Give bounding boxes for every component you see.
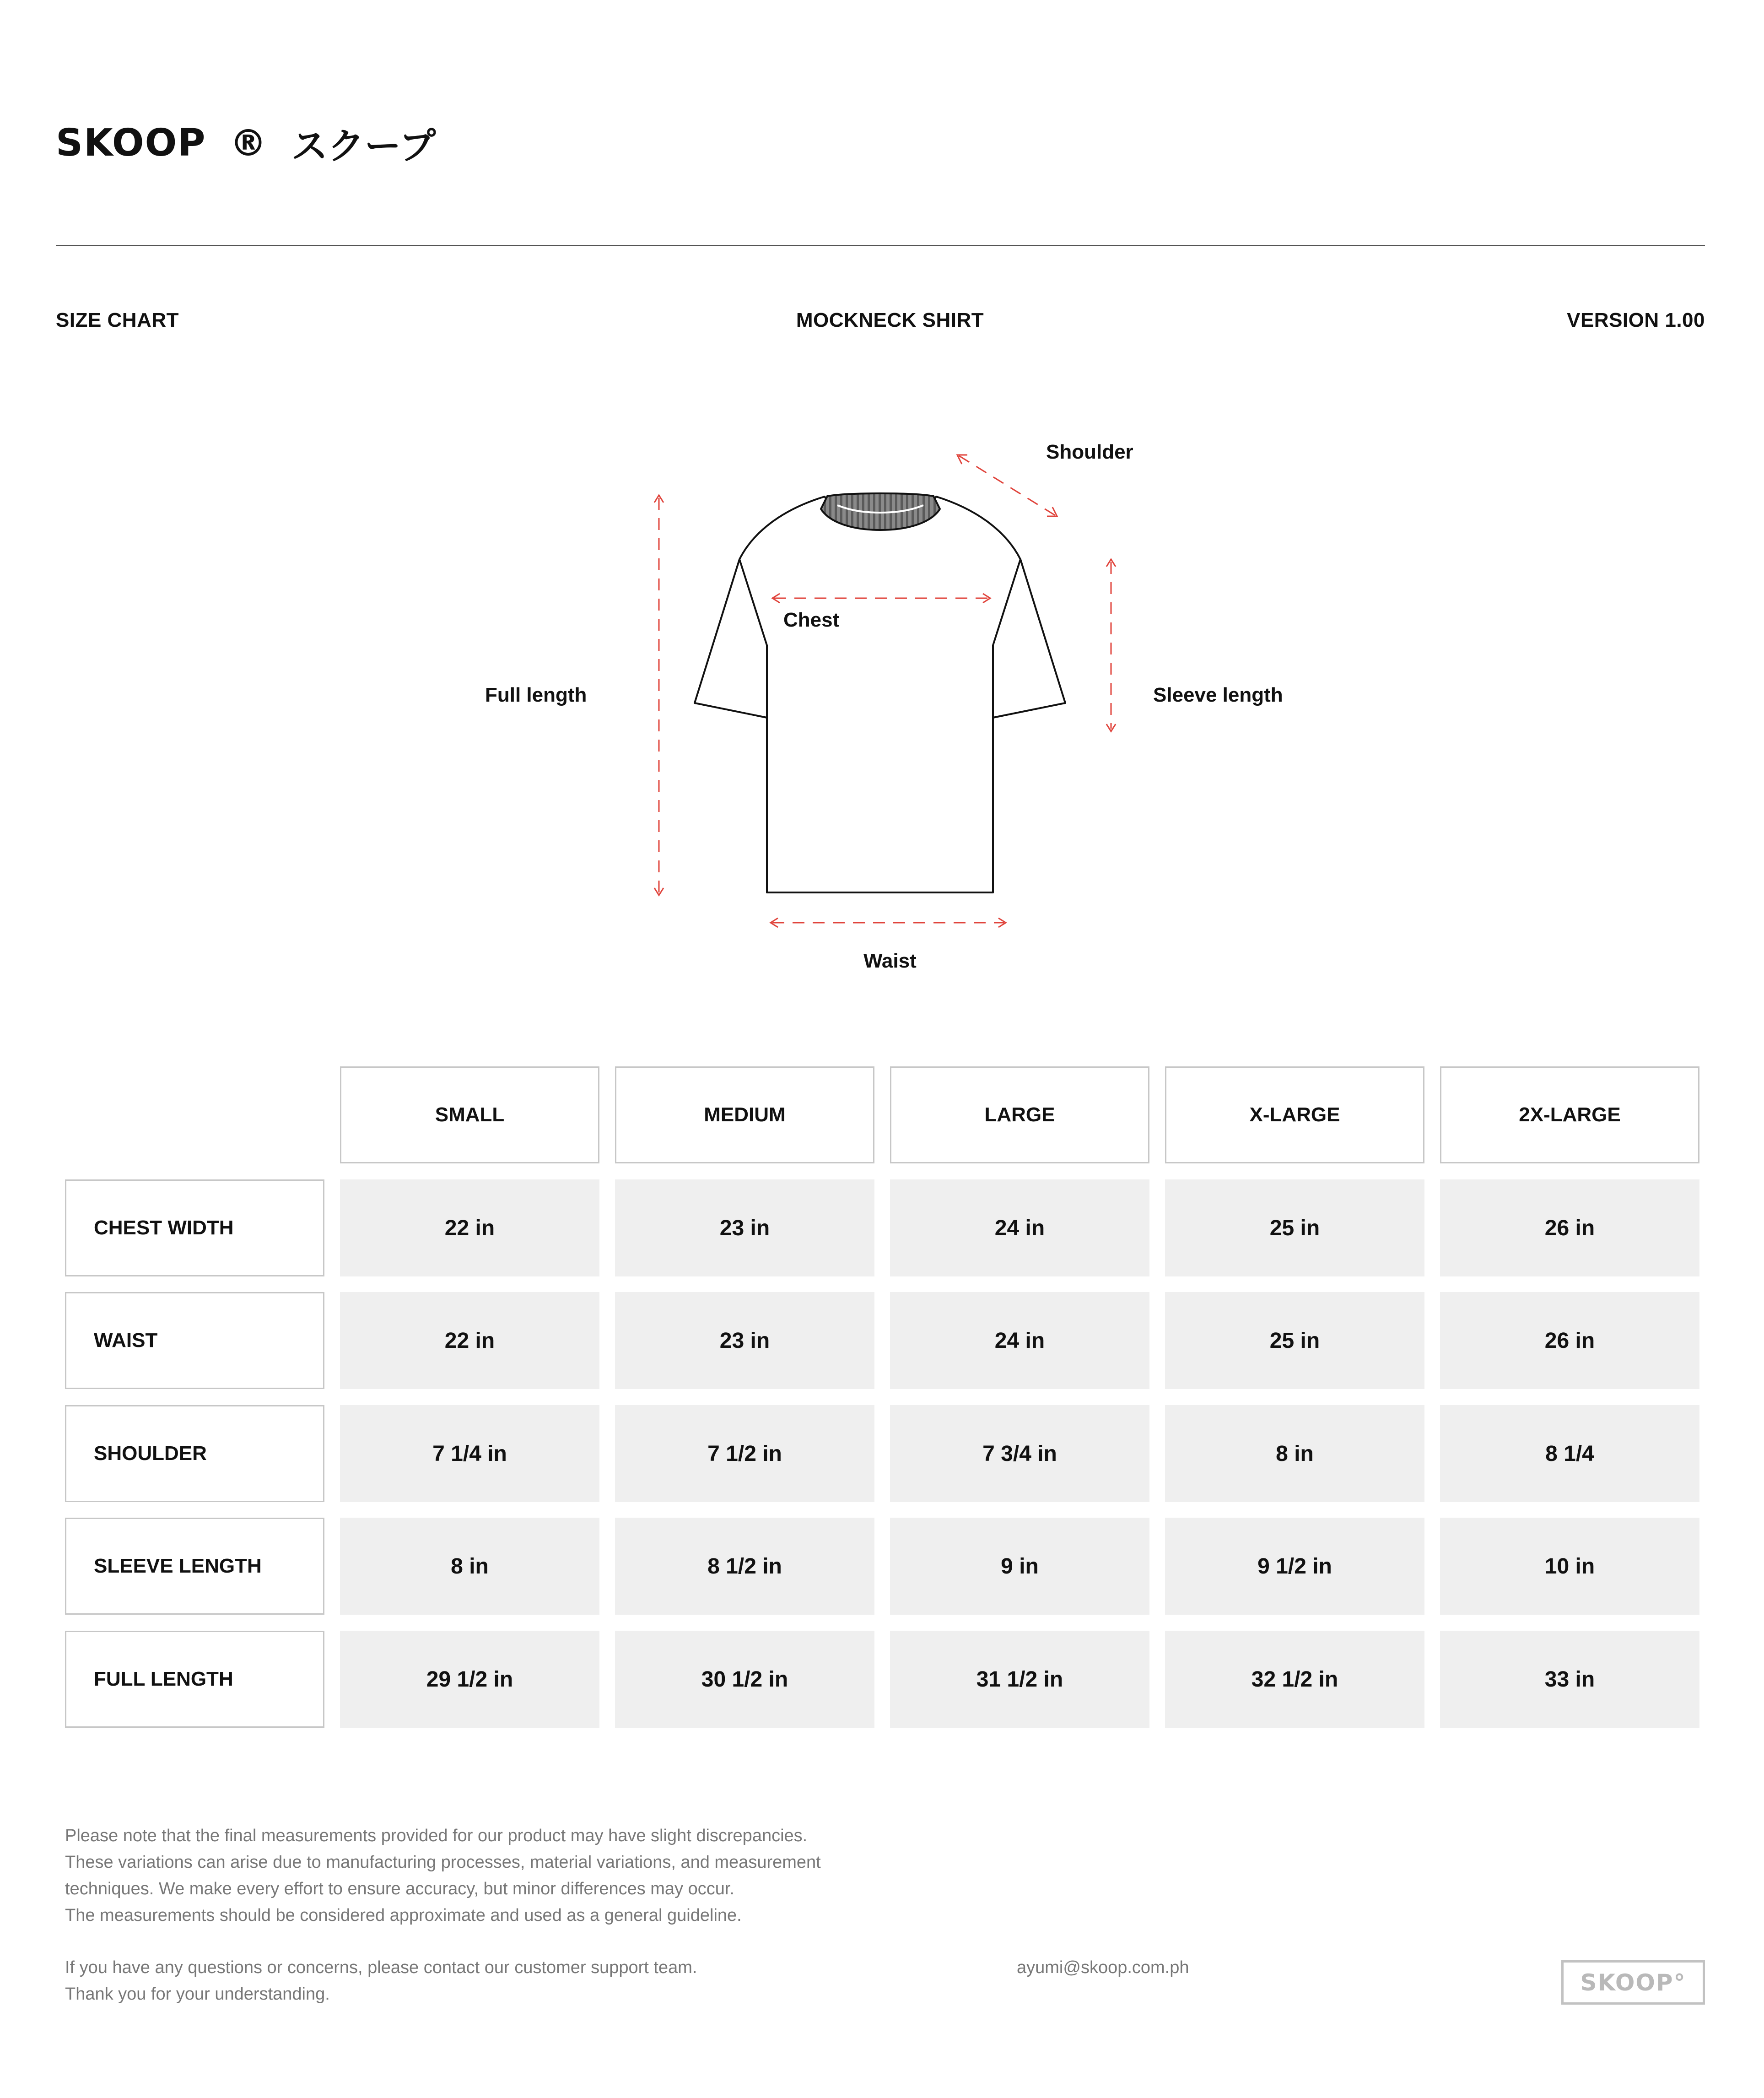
size-value-cell: 23 in	[615, 1292, 874, 1389]
measurement-row-header: WAIST	[65, 1292, 324, 1389]
size-value-cell: 8 1/2 in	[615, 1518, 874, 1615]
size-value-cell: 22 in	[340, 1292, 599, 1389]
shoulder-arrow	[959, 456, 1055, 515]
disclaimer-line: These variations can arise due to manufacturing processes, material variations, and measurement	[65, 1853, 821, 1872]
size-column-header: MEDIUM	[615, 1066, 874, 1163]
size-value-cell: 25 in	[1165, 1292, 1424, 1389]
size-value-cell: 30 1/2 in	[615, 1631, 874, 1728]
label-shoulder: Shoulder	[1046, 441, 1133, 463]
size-value-cell: 8 in	[1165, 1405, 1424, 1502]
measurement-row-header: FULL LENGTH	[65, 1631, 324, 1728]
size-value-cell: 29 1/2 in	[340, 1631, 599, 1728]
size-value-cell: 24 in	[890, 1292, 1149, 1389]
size-value-cell: 25 in	[1165, 1179, 1424, 1276]
size-value-cell: 10 in	[1440, 1518, 1699, 1615]
disclaimer	[65, 1822, 821, 1929]
size-value-cell: 26 in	[1440, 1179, 1699, 1276]
contact-note	[65, 1954, 697, 2007]
label-waist: Waist	[863, 950, 917, 972]
size-column-header: X-LARGE	[1165, 1066, 1424, 1163]
registered-mark: ®	[230, 121, 268, 164]
shirt-outline	[695, 497, 1065, 892]
contact-line: Thank you for your understanding.	[65, 1984, 330, 2004]
size-value-cell: 26 in	[1440, 1292, 1699, 1389]
size-value-cell: 22 in	[340, 1179, 599, 1276]
support-email[interactable]: ayumi@skoop.com.ph	[1017, 1958, 1189, 1977]
size-value-cell: 7 1/4 in	[340, 1405, 599, 1502]
product-title: MOCKNECK SHIRT	[796, 309, 984, 331]
size-value-cell: 8 in	[340, 1518, 599, 1615]
measurement-row-header: CHEST WIDTH	[65, 1179, 324, 1276]
size-value-cell: 9 in	[890, 1518, 1149, 1615]
disclaimer-line: Please note that the final measurements provided for our product may have slight discrepancies.	[65, 1826, 808, 1845]
size-column-header: LARGE	[890, 1066, 1149, 1163]
disclaimer-line: The measurements should be considered approximate and used as a general guideline.	[65, 1906, 742, 1925]
size-value-cell: 33 in	[1440, 1631, 1699, 1728]
size-value-cell: 32 1/2 in	[1165, 1631, 1424, 1728]
size-column-header: 2X-LARGE	[1440, 1066, 1699, 1163]
label-full-length: Full length	[485, 684, 587, 706]
measurement-row-header: SHOULDER	[65, 1405, 324, 1502]
size-value-cell: 7 3/4 in	[890, 1405, 1149, 1502]
size-column-header: SMALL	[340, 1066, 599, 1163]
disclaimer-line: techniques. We make every effort to ensure accuracy, but minor differences may occur.	[65, 1879, 734, 1898]
footer-logo-text: SKOOP°	[1580, 1969, 1686, 1996]
label-chest: Chest	[783, 609, 840, 631]
contact-line: If you have any questions or concerns, please contact our customer support team.	[65, 1958, 697, 1977]
size-value-cell: 31 1/2 in	[890, 1631, 1149, 1728]
shirt-diagram	[0, 0, 1764, 1007]
size-value-cell: 9 1/2 in	[1165, 1518, 1424, 1615]
logo-katakana: スクープ	[291, 124, 436, 168]
version-label: VERSION 1.00	[1567, 309, 1705, 331]
size-value-cell: 23 in	[615, 1179, 874, 1276]
size-value-cell: 8 1/4	[1440, 1405, 1699, 1502]
footer-logo-badge	[1561, 1960, 1705, 2005]
size-value-cell: 7 1/2 in	[615, 1405, 874, 1502]
label-sleeve-length: Sleeve length	[1153, 684, 1283, 706]
size-value-cell: 24 in	[890, 1179, 1149, 1276]
doc-title: SIZE CHART	[56, 309, 179, 331]
logo-wordmark: SKOOP	[56, 121, 206, 165]
measurement-row-header: SLEEVE LENGTH	[65, 1518, 324, 1615]
